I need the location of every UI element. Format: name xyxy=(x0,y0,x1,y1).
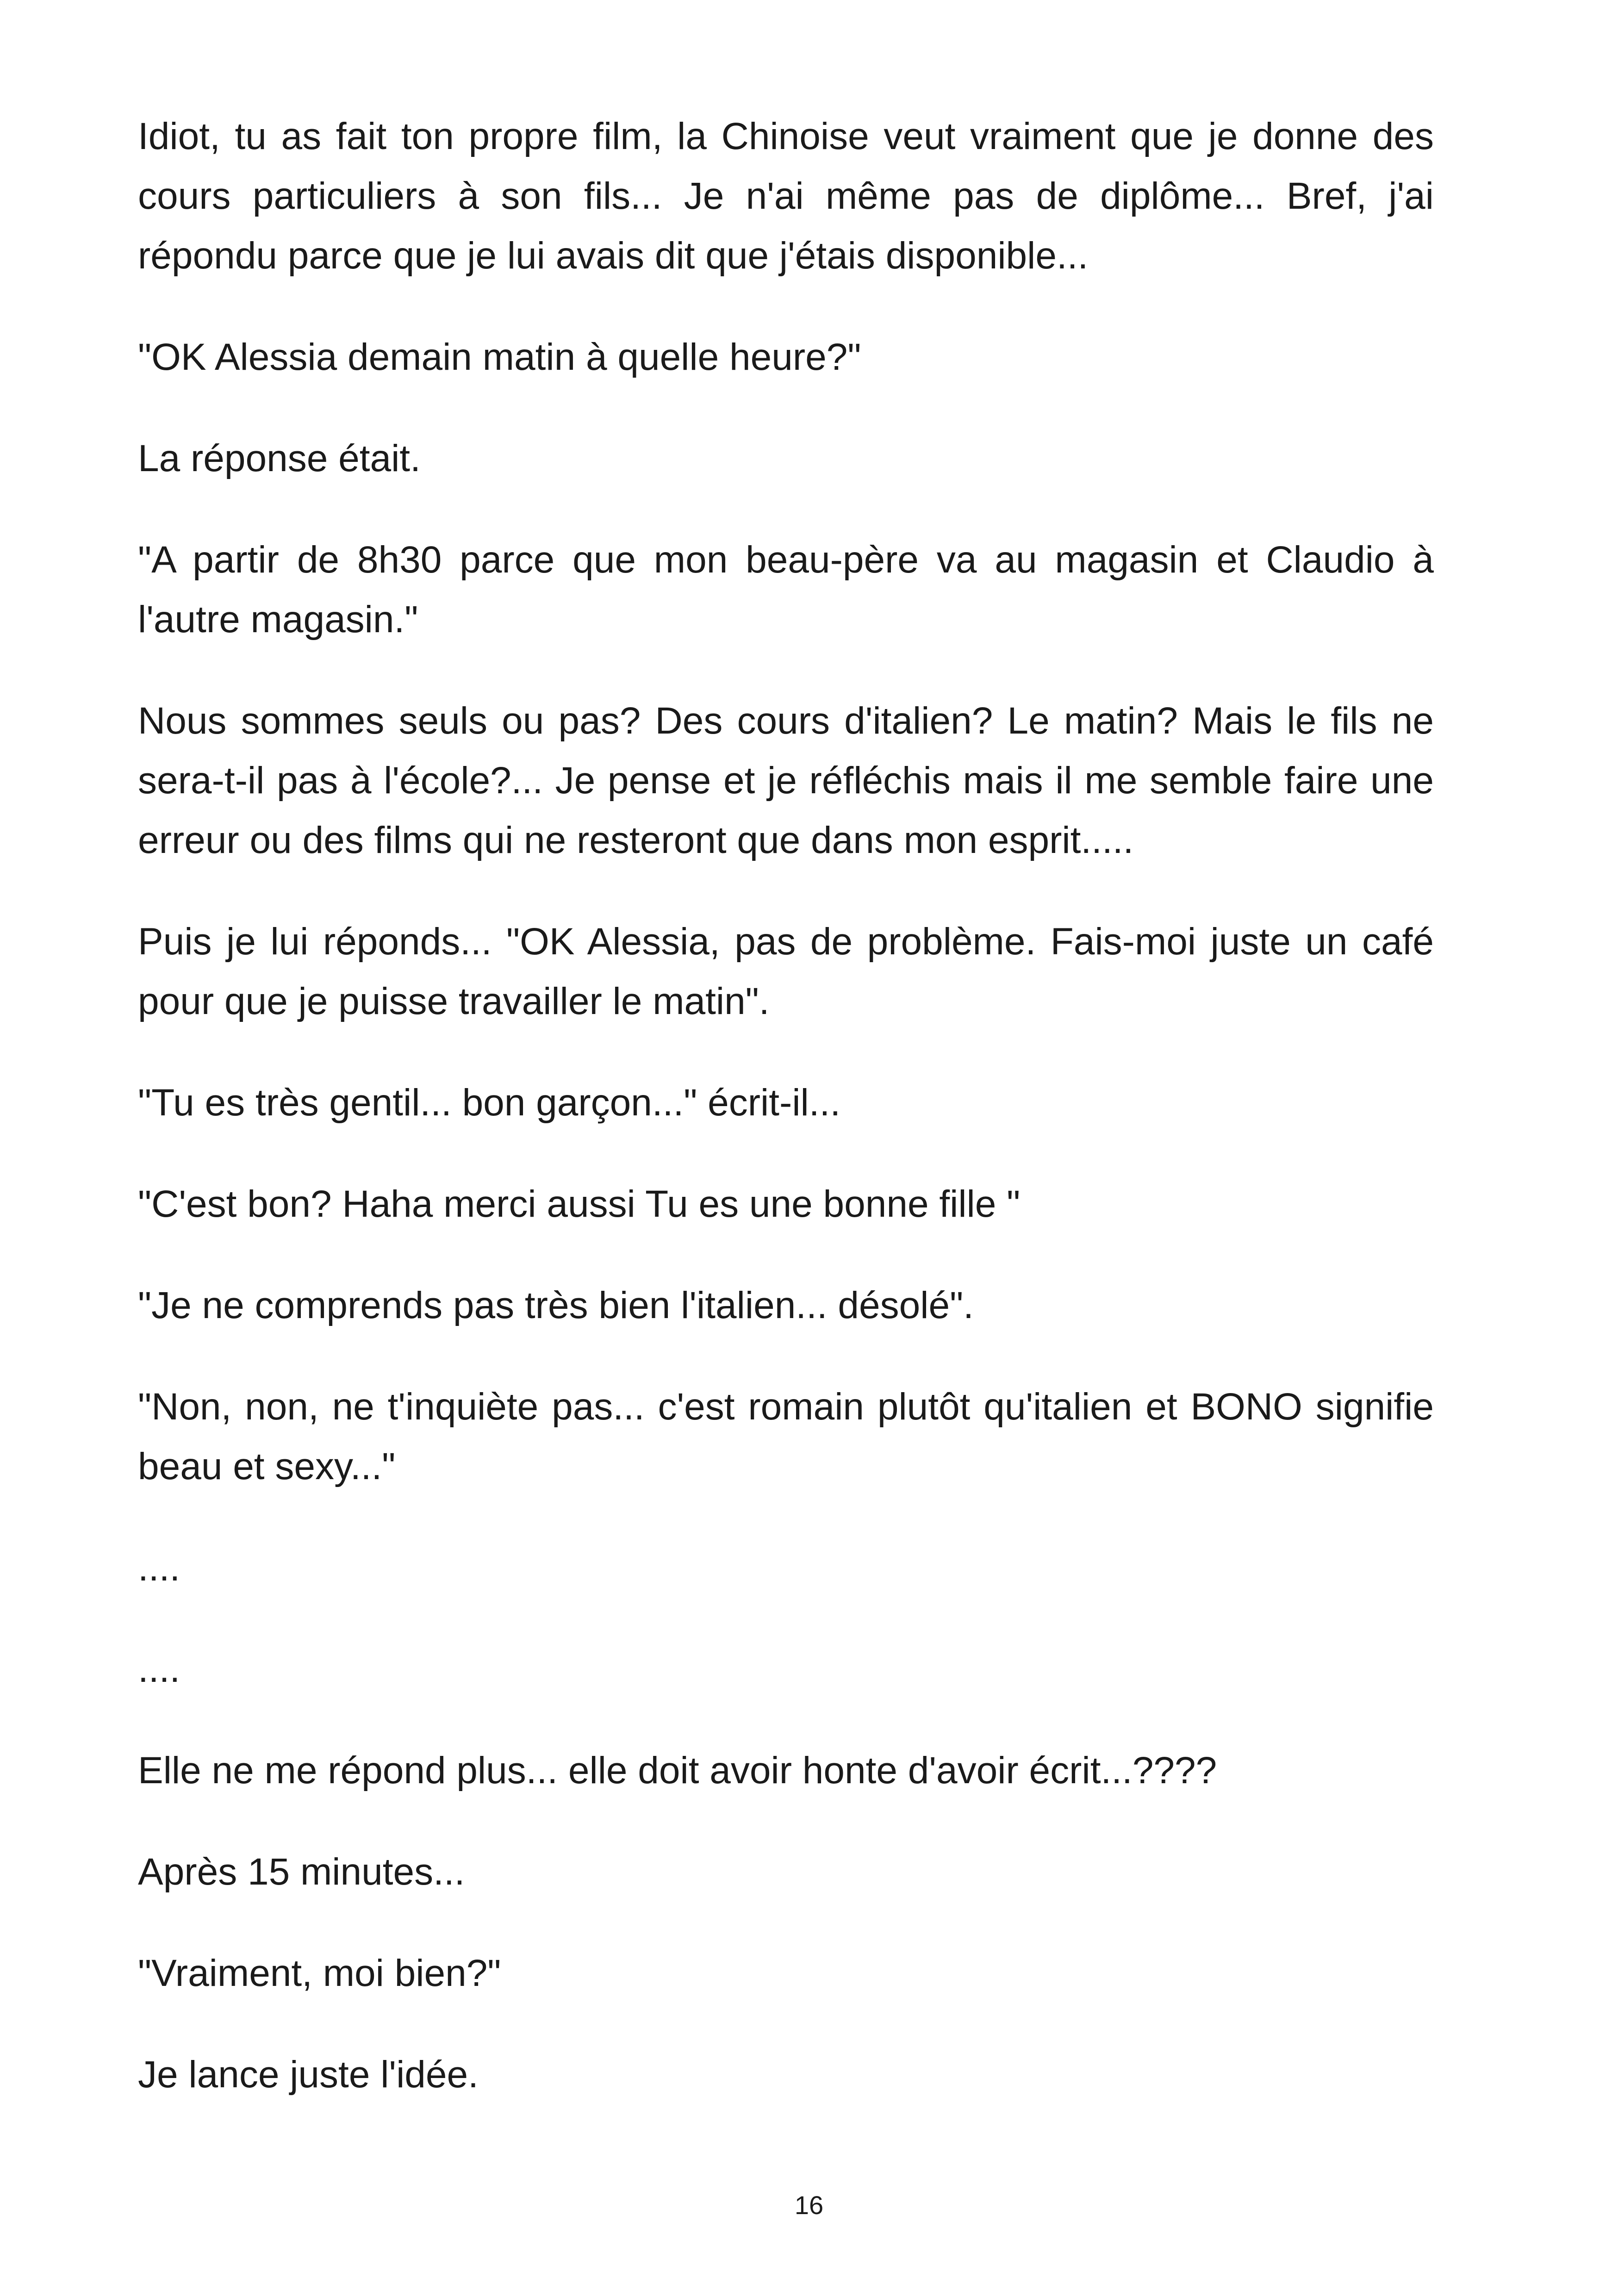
paragraph: "Tu es très gentil... bon garçon..." écrit-il... xyxy=(138,1082,841,1124)
paragraph: "A partir de 8h30 parce que mon beau-père va au magasin et Claudio à l'autre magasin." xyxy=(138,539,1434,641)
paragraph: "Non, non, ne t'inquiète pas... c'est romain plutôt qu'italien et BONO signifie beau et sexy..." xyxy=(138,1386,1434,1487)
paragraph: La réponse était. xyxy=(138,437,421,479)
paragraph: .... xyxy=(138,1648,180,1690)
paragraph: "C'est bon? Haha merci aussi Tu es une bonne fille " xyxy=(138,1183,1021,1225)
paragraph: Nous sommes seuls ou pas? Des cours d'italien? Le matin? Mais le fils ne sera-t-il pas à l'école?... Je pense et je réfléchis mais il me semble faire une erreur ou des films qui ne resteront que dans mon esprit..... xyxy=(138,700,1434,861)
paragraph: Après 15 minutes... xyxy=(138,1851,465,1893)
paragraph: Je lance juste l'idée. xyxy=(138,2053,479,2096)
paragraph: "Vraiment, moi bien?" xyxy=(138,1952,501,1994)
paragraph: Elle ne me répond plus... elle doit avoir honte d'avoir écrit...???? xyxy=(138,1749,1217,1792)
page-number: 16 xyxy=(794,2190,824,2220)
paragraph: "OK Alessia demain matin à quelle heure?" xyxy=(138,336,861,378)
paragraph: "Je ne comprends pas très bien l'italien... désolé". xyxy=(138,1284,974,1326)
page-body xyxy=(138,106,1434,2146)
paragraph: .... xyxy=(138,1547,180,1589)
paragraph: Puis je lui réponds... "OK Alessia, pas de problème. Fais-moi juste un café pour que je puisse travailler le matin". xyxy=(138,921,1434,1022)
paragraph: Idiot, tu as fait ton propre film, la Chinoise veut vraiment que je donne des cours particuliers à son fils... Je n'ai même pas de diplôme... Bref, j'ai répondu parce que je lui avais dit que j'étais disponible... xyxy=(138,115,1434,277)
